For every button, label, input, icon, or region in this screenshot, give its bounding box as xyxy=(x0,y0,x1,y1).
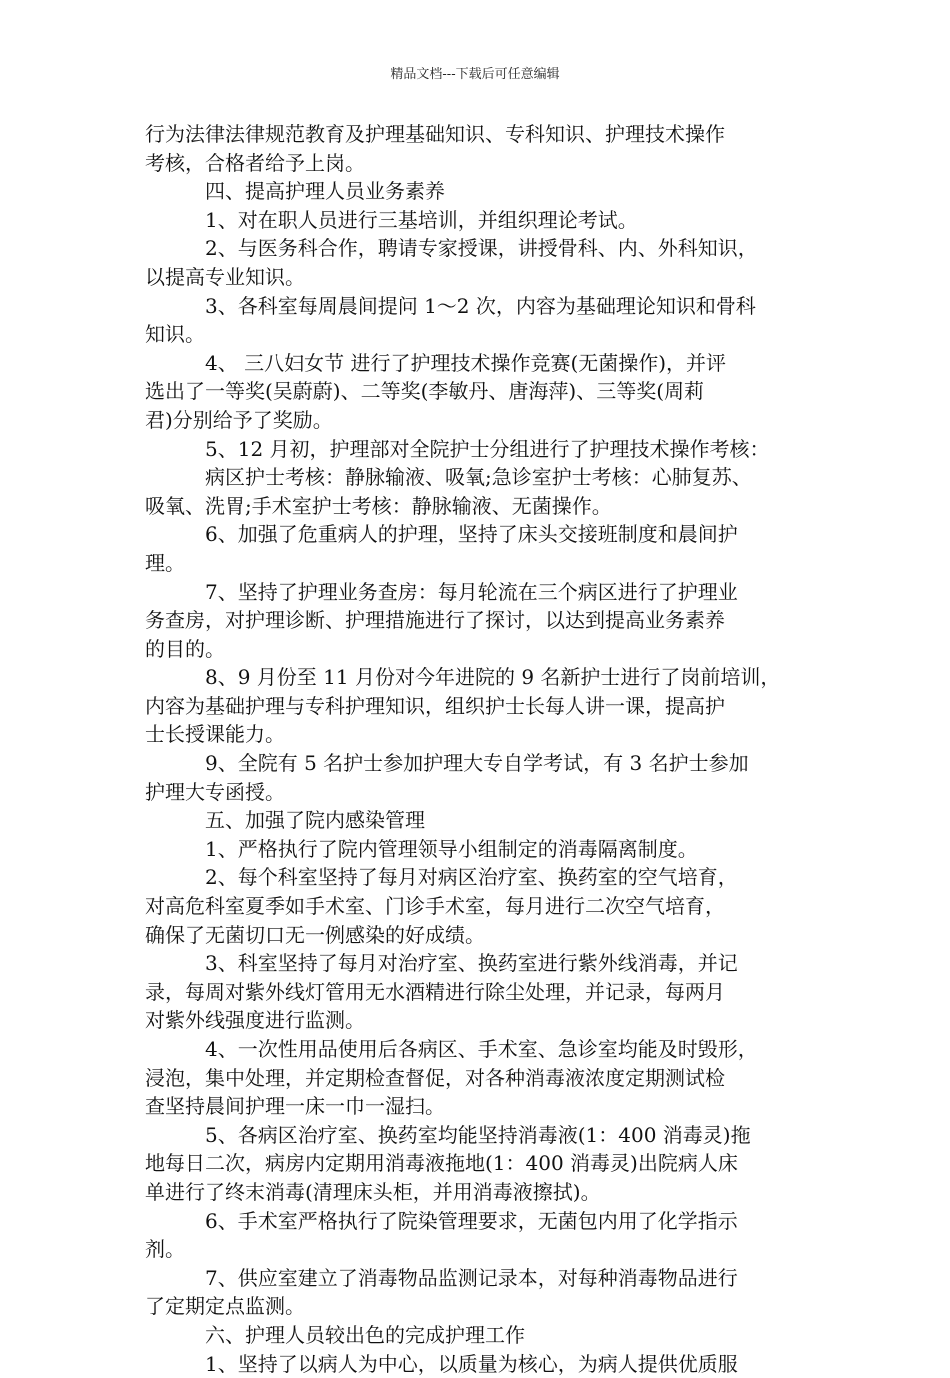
text-line: 8、9 月份至 11 月份对今年进院的 9 名新护士进行了岗前培训， xyxy=(205,665,781,690)
text-line: 查坚持晨间护理一床一巾一湿扫。 xyxy=(145,1094,445,1119)
text-line: 1、坚持了以病人为中心，以质量为核心，为病人提供优质服 xyxy=(205,1351,738,1376)
text-line: 务查房，对护理诊断、护理措施进行了探讨，以达到提高业务素养 xyxy=(145,608,725,633)
text-line: 2、每个科室坚持了每月对病区治疗室、换药室的空气培育， xyxy=(205,865,738,890)
text-line: 士长授课能力。 xyxy=(145,722,285,747)
text-line: 7、坚持了护理业务查房：每月轮流在三个病区进行了护理业 xyxy=(205,579,738,604)
text-line: 6、加强了危重病人的护理，坚持了床头交接班制度和晨间护 xyxy=(205,522,738,547)
text-line: 9、全院有 5 名护士参加护理大专自学考试，有 3 名护士参加 xyxy=(205,751,749,776)
text-line: 行为法律法律规范教育及护理基础知识、专科知识、护理技术操作 xyxy=(145,122,725,146)
text-line: 3、各科室每周晨间提问 1～2 次，内容为基础理论知识和骨科 xyxy=(205,293,756,318)
text-line: 吸氧、洗胃;手术室护士考核：静脉输液、无菌操作。 xyxy=(145,493,612,518)
text-line: 5、各病区治疗室、换药室均能坚持消毒液(1：400 消毒灵)拖 xyxy=(205,1122,751,1147)
text-line: 6、手术室严格执行了院染管理要求，无菌包内用了化学指示 xyxy=(205,1208,738,1233)
text-line: 单进行了终末消毒(清理床头柜，并用消毒液擦拭)。 xyxy=(145,1179,601,1204)
text-line: 病区护士考核：静脉输液、吸氧;急诊室护士考核：心肺复苏、 xyxy=(205,465,752,490)
text-line: 护理大专函授。 xyxy=(145,779,285,804)
text-line: 5、12 月初，护理部对全院护士分组进行了护理技术操作考核： xyxy=(205,436,770,461)
text-line: 3、科室坚持了每月对治疗室、换药室进行紫外线消毒，并记 xyxy=(205,951,738,976)
text-line: 对紫外线强度进行监测。 xyxy=(145,1008,365,1033)
text-line: 7、供应室建立了消毒物品监测记录本，对每种消毒物品进行 xyxy=(205,1265,738,1290)
page-header: 精品文档---下载后可任意编辑 xyxy=(390,67,560,82)
text-line: 1、严格执行了院内管理领导小组制定的消毒隔离制度。 xyxy=(205,836,698,861)
text-line: 君)分别给予了奖励。 xyxy=(145,407,333,432)
text-line: 1、对在职人员进行三基培训，并组织理论考试。 xyxy=(205,207,638,232)
text-line: 4、一次性用品使用后各病区、手术室、急诊室均能及时毁形， xyxy=(205,1037,758,1061)
text-line: 录，每周对紫外线灯管用无水酒精进行除尘处理，并记录，每两月 xyxy=(145,979,725,1004)
text-line: 4、 三八妇女节 进行了护理技术操作竞赛(无菌操作)，并评 xyxy=(205,350,727,375)
text-line: 地每日二次，病房内定期用消毒液拖地(1：400 消毒灵)出院病人床 xyxy=(145,1151,738,1176)
text-line: 对高危科室夏季如手术室、门诊手术室，每月进行二次空气培育， xyxy=(145,894,725,919)
text-line: 知识。 xyxy=(145,322,205,347)
text-line: 确保了无菌切口无一例感染的好成绩。 xyxy=(145,922,485,947)
text-line: 内容为基础护理与专科护理知识，组织护士长每人讲一课，提高护 xyxy=(145,693,725,718)
section-heading: 五、加强了院内感染管理 xyxy=(205,808,425,833)
text-line: 的目的。 xyxy=(145,636,225,661)
section-heading: 四、提高护理人员业务素养 xyxy=(205,179,445,204)
text-line: 考核，合格者给予上岗。 xyxy=(145,150,365,175)
text-line: 理。 xyxy=(145,550,185,575)
text-line: 浸泡，集中处理，并定期检查督促，对各种消毒液浓度定期测试检 xyxy=(145,1065,725,1090)
text-line: 以提高专业知识。 xyxy=(145,264,305,289)
text-line: 了定期定点监测。 xyxy=(145,1294,305,1319)
text-line: 2、与医务科合作，聘请专家授课，讲授骨科、内、外科知识， xyxy=(205,236,758,261)
text-line: 剂。 xyxy=(145,1237,185,1262)
section-heading: 六、护理人员较出色的完成护理工作 xyxy=(205,1322,525,1347)
document-body xyxy=(145,120,815,1378)
text-line: 选出了一等奖(吴蔚蔚)、二等奖(李敏丹、唐海萍)、三等奖(周莉 xyxy=(145,379,705,404)
